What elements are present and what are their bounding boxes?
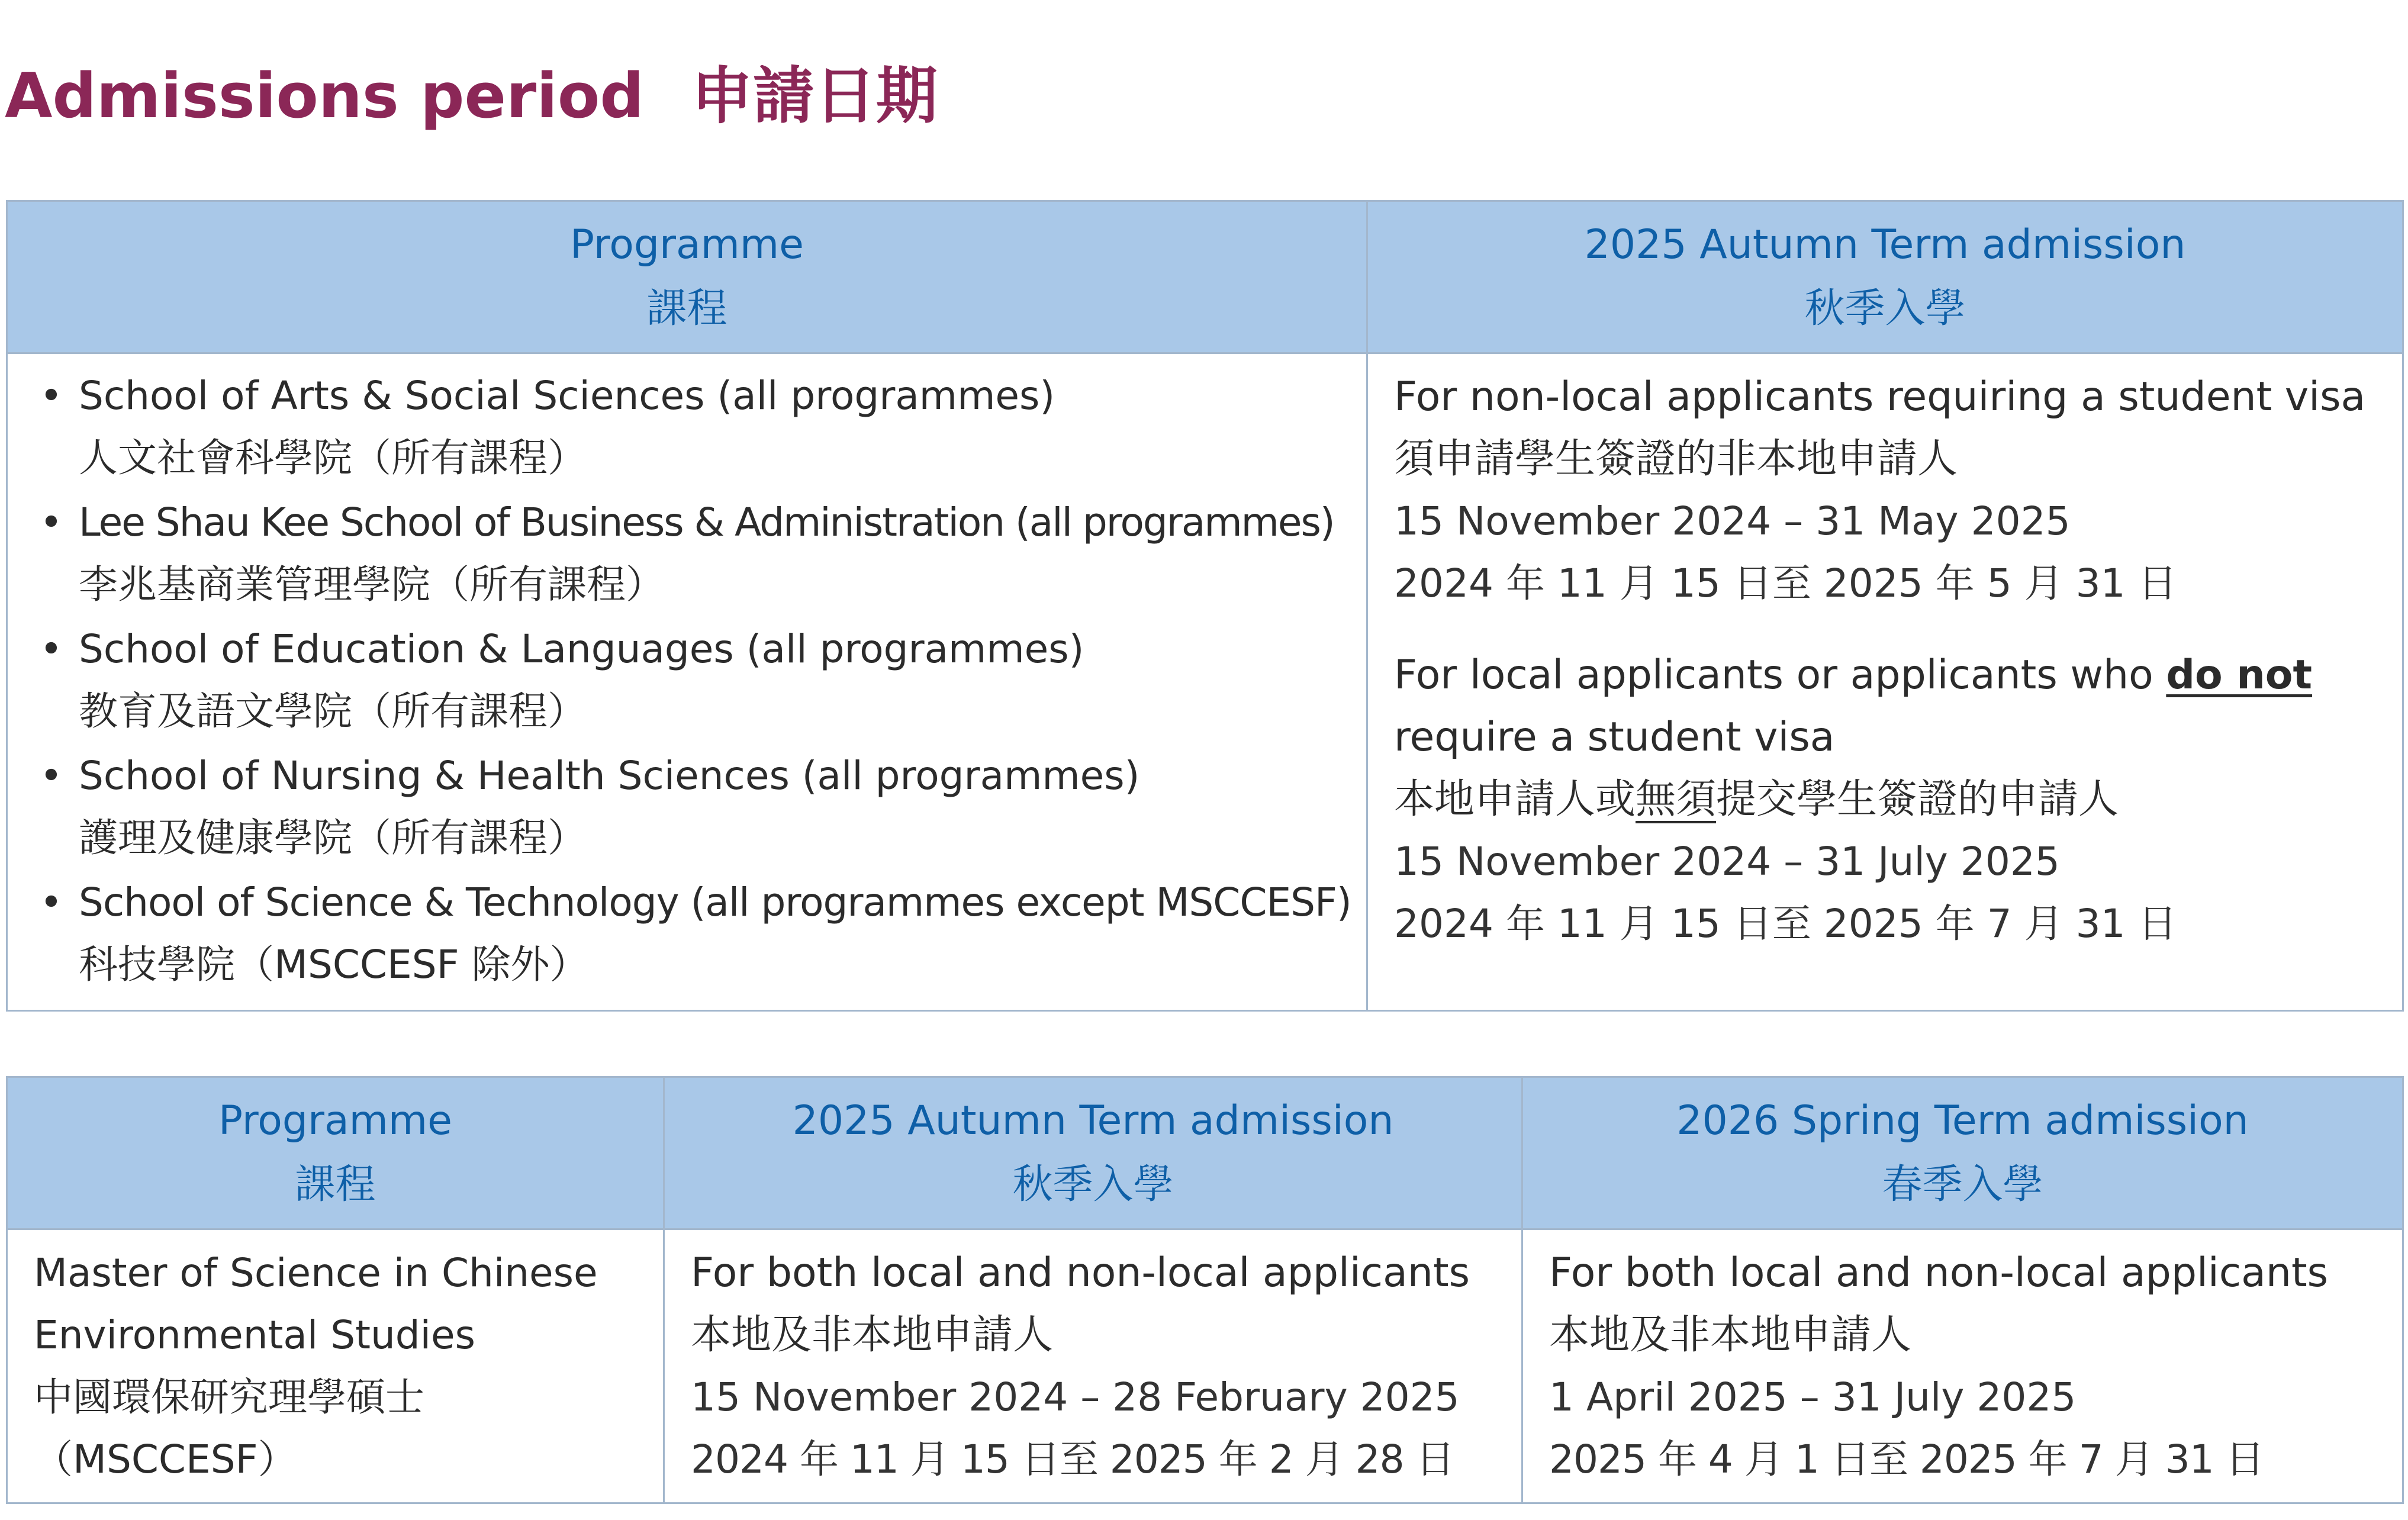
local-heading-zh-emphasis: 無須 (1636, 776, 1717, 823)
list-item (37, 365, 1343, 489)
header-autumn-term (664, 1077, 1522, 1229)
list-item (37, 491, 1343, 616)
header-spring-term (1522, 1077, 2403, 1229)
school-name-zh: 人文社會科學院（所有課程） (79, 435, 587, 481)
bullet-icon: • (40, 753, 63, 798)
nonlocal-dates-zh: 2024 年 11 月 15 日至 2025 年 5 月 31 日 (1394, 561, 2177, 606)
school-name-zh: 教育及語文學院（所有課程） (79, 688, 587, 734)
autumn-dates-cell (664, 1229, 1522, 1503)
local-heading-emphasis: do not (2166, 652, 2313, 698)
spring-heading-en: For both local and non-local applicants (1549, 1250, 2329, 1296)
schools-list (37, 365, 1351, 996)
bullet-icon: • (40, 880, 63, 925)
header-programme-zh: 課程 (295, 1161, 376, 1208)
bullet-icon: • (40, 500, 63, 545)
school-name-en: School of Nursing & Health Sciences (all programmes) (79, 753, 1140, 798)
header-programme (7, 201, 1367, 353)
school-name-zh: 護理及健康學院（所有課程） (79, 815, 587, 861)
local-dates-en: 15 November 2024 – 31 July 2025 (1394, 839, 2060, 884)
nonlocal-heading-zh: 須申請學生簽證的非本地申請人 (1394, 436, 1958, 482)
nonlocal-heading-en: For non-local applicants requiring a student visa (1394, 373, 2366, 420)
page-title (5, 54, 938, 137)
header-autumn-zh: 秋季入學 (1012, 1161, 1174, 1208)
header-spring-en: 2026 Spring Term admission (1676, 1097, 2249, 1144)
admissions-table-msccesf (6, 1076, 2404, 1504)
list-item (37, 871, 1351, 996)
table-row (7, 353, 2403, 1011)
local-heading-zh-text: 本地申請人或 (1394, 776, 1636, 823)
nonlocal-dates-en: 15 November 2024 – 31 May 2025 (1394, 498, 2071, 544)
school-name-en: School of Science & Technology (all programmes except MSCCESF) (79, 880, 1351, 925)
programme-cell (7, 1229, 664, 1503)
header-autumn-term (1367, 201, 2403, 353)
table-header-row (7, 201, 2403, 353)
school-name-zh: 科技學院（MSCCESF 除外） (79, 942, 589, 987)
spring-dates-zh: 2025 年 4 月 1 日至 2025 年 7 月 31 日 (1549, 1437, 2264, 1482)
header-autumn-en: 2025 Autumn Term admission (792, 1097, 1394, 1144)
header-programme (7, 1077, 664, 1229)
school-name-zh: 李兆基商業管理學院（所有課程） (79, 562, 665, 607)
bullet-icon: • (40, 373, 63, 418)
programme-code: （MSCCESF） (34, 1437, 297, 1482)
local-heading-zh (1394, 768, 2384, 830)
spring-heading-zh: 本地及非本地申請人 (1549, 1312, 1912, 1358)
table-header-row (7, 1077, 2403, 1229)
autumn-dates-zh: 2024 年 11 月 15 日至 2025 年 2 月 28 日 (691, 1437, 1454, 1482)
local-heading-en (1394, 644, 2384, 706)
header-programme-zh: 課程 (646, 285, 727, 332)
school-name-en: School of Education & Languages (all programmes) (79, 626, 1084, 672)
list-item (37, 745, 1343, 869)
page-title-en: Admissions period (5, 60, 644, 132)
admissions-table-schools (6, 200, 2404, 1012)
autumn-heading-zh: 本地及非本地申請人 (691, 1312, 1054, 1358)
programme-name-line1: Master of Science in Chinese (34, 1250, 598, 1296)
school-name-en: School of Arts & Social Sciences (all programmes) (79, 373, 1055, 418)
page-title-zh: 申請日期 (691, 60, 938, 132)
list-item (37, 618, 1343, 742)
spring-dates-cell (1522, 1229, 2403, 1503)
bullet-icon: • (40, 626, 63, 672)
spring-dates-en: 1 April 2025 – 31 July 2025 (1549, 1374, 2077, 1420)
header-programme-en: Programme (570, 221, 804, 268)
local-heading-en-cont: require a student visa (1394, 714, 1835, 761)
header-autumn-zh: 秋季入學 (1804, 285, 1966, 332)
programme-name-line2: Environmental Studies (34, 1312, 476, 1358)
header-spring-zh: 春季入學 (1882, 1161, 2043, 1208)
local-heading-text: For local applicants or applicants who (1394, 652, 2166, 698)
local-heading-zh-text-after: 提交學生簽證的申請人 (1716, 776, 2119, 823)
header-autumn-en: 2025 Autumn Term admission (1584, 221, 2186, 268)
spacer (1394, 614, 2384, 644)
programme-name-zh: 中國環保研究理學碩士 (34, 1374, 424, 1420)
schools-cell (7, 353, 1367, 1011)
autumn-heading-en: For both local and non-local applicants (691, 1250, 1470, 1296)
autumn-dates-cell (1367, 353, 2403, 1011)
table-row (7, 1229, 2403, 1503)
local-dates-zh: 2024 年 11 月 15 日至 2025 年 7 月 31 日 (1394, 901, 2177, 946)
school-name-en: Lee Shau Kee School of Business & Administration (all programmes) (79, 500, 1334, 545)
header-programme-en: Programme (218, 1097, 452, 1144)
autumn-dates-en: 15 November 2024 – 28 February 2025 (691, 1374, 1460, 1420)
